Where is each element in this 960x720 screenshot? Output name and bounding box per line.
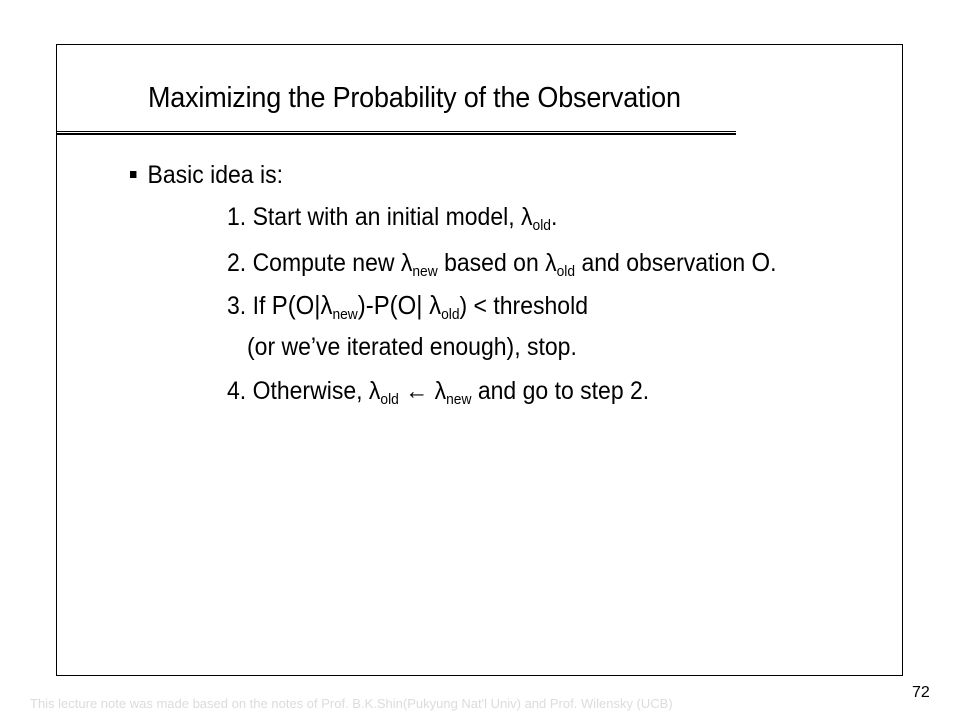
step-2-text: 2. Compute new λ — [227, 249, 413, 277]
step-1-text: 1. Start with an initial model, λ — [227, 203, 533, 231]
step-1-end: . — [550, 203, 558, 231]
footer-note: This lecture note was made based on the notes of Prof. B.K.Shin(Pukyung Nat'l Univ) and Prof. Wilensky (UCB) — [30, 696, 673, 711]
step-3-subscript-old: old — [441, 306, 460, 323]
step-2-mid2: and observation — [575, 249, 752, 277]
bullet-text: Basic idea is: — [147, 161, 283, 189]
step-3-prob-old: )-P(O| λ — [357, 290, 442, 320]
observation-symbol: O — [751, 247, 771, 277]
step-3-subscript-new: new — [332, 306, 358, 323]
page-number: 72 — [912, 684, 930, 701]
title-underline — [56, 131, 736, 135]
step-4-text: 4. Otherwise, λ — [227, 377, 381, 405]
step-3-continuation: (or we’ve iterated enough), stop. — [247, 333, 577, 361]
slide-title: Maximizing the Probability of the Observation — [148, 82, 681, 114]
step-1-subscript: old — [532, 217, 551, 234]
step-1 — [227, 203, 557, 232]
step-3-end: ) < threshold — [459, 292, 588, 320]
step-4-subscript-old: old — [380, 391, 399, 408]
square-bullet-icon — [130, 171, 136, 178]
step-3-prob-new: P(O|λ — [271, 290, 333, 320]
step-2-subscript-new: new — [412, 263, 438, 280]
step-2-mid: based on λ — [437, 249, 557, 277]
step-3-text: 3. If — [227, 292, 272, 320]
step-4-end: and go to step 2. — [471, 377, 650, 405]
step-2-subscript-old: old — [556, 263, 576, 280]
bullet-item — [130, 161, 283, 190]
step-4 — [227, 377, 649, 406]
step-4-subscript-new: new — [446, 391, 472, 408]
step-2-end: . — [770, 249, 777, 277]
step-3 — [227, 290, 588, 321]
step-2 — [227, 247, 777, 278]
assign-arrow: ← λ — [398, 377, 447, 405]
